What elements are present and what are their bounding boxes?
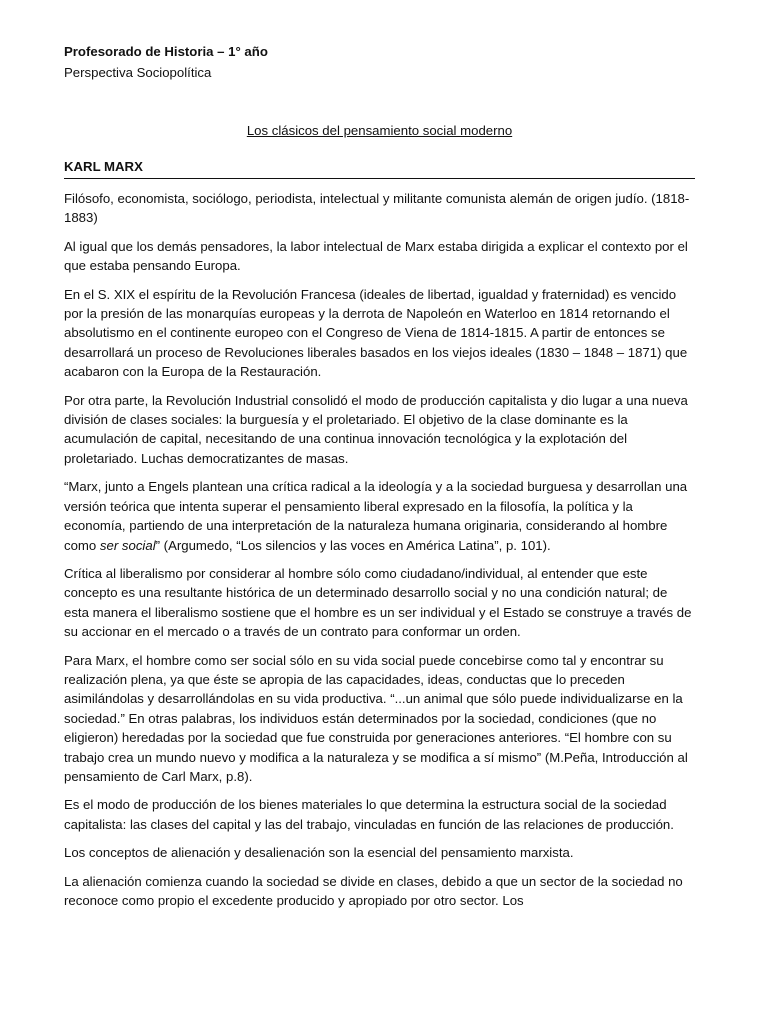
paragraph: Por otra parte, la Revolución Industrial consolidó el modo de producción capitalista y dio lugar a una nueva división de clases sociales: la burguesía y el proletariado. El objetivo de la clase dominante es la acumulación de capital, necesitando de una continua innovación tecnológica y la explotación del proletariado. Luchas democratizantes de masas. bbox=[64, 392, 688, 466]
paragraph: Es el modo de producción de los bienes materiales lo que determina la estructura social de la sociedad capitalista: las clases del capital y las del trabajo, vinculadas en función de las relaciones de producción. bbox=[64, 797, 674, 832]
course-header: Profesorado de Historia – 1° año bbox=[64, 44, 268, 59]
quote-emphasis: ser social bbox=[99, 537, 156, 553]
paragraph: Los conceptos de alienación y desalienación son la esencial del pensamiento marxista. bbox=[64, 845, 574, 861]
quote-paragraph bbox=[64, 477, 695, 555]
paragraph: Para Marx, el hombre como ser social sólo en su vida social puede concebirse como tal y encontrar su realización plena, ya que éste se apropia de las capacidades, ideas, conductas que lo preceden asimilándolas y desarrollándolas en su vida productiva. “...un animal que sólo puede individualizarse en la sociedad.” En otras palabras, los individuos están determinados por la sociedad, condiciones (que no eligieron) heredadas por la sociedad que fue construida por generaciones anteriores. “El hombre con su trabajo crea un mundo nuevo y modifica a la naturaleza y se modifica a sí mismo” (M.Peña, Introducción al pensamiento de Carl Marx, p.8). bbox=[64, 652, 688, 784]
subject-header: Perspectiva Sociopolítica bbox=[64, 65, 212, 80]
body-text bbox=[64, 189, 695, 919]
paragraph: La alienación comienza cuando la sociedad se divide en clases, debido a que un sector de la sociedad no reconoce como propio el excedente producido y apropiado por otro sector. Los bbox=[64, 873, 683, 908]
paragraph: Filósofo, economista, sociólogo, periodista, intelectual y militante comunista alemán de origen judío. (1818-1883) bbox=[64, 191, 690, 226]
document-title: Los clásicos del pensamiento social moderno bbox=[246, 123, 513, 138]
paragraph: Al igual que los demás pensadores, la labor intelectual de Marx estaba dirigida a explicar el contexto por el que estaba pensando Europa. bbox=[64, 238, 688, 274]
quote-citation: ” (Argumedo, “Los silencios y las voces en América Latina”, p. 101). bbox=[155, 537, 551, 553]
section-heading: KARL MARX bbox=[64, 157, 695, 179]
paragraph: Crítica al liberalismo por considerar al hombre sólo como ciudadano/individual, al entender que este concepto es una resultante histórica de un determinado desarrollo social y no una condición natural; de esta manera el liberalismo sostiene que el hombre es un ser individual y el Estado se construye a través de su accionar en el mercado o a través de un contrato para conformar un orden. bbox=[64, 565, 692, 640]
document-page bbox=[64, 41, 695, 908]
paragraph: En el S. XIX el espíritu de la Revolución Francesa (ideales de libertad, igualdad y fraternidad) es vencido por la presión de las monarquías europeas y la derrota de Napoleón en Waterloo en 1814 retornando el absolutismo en el continente europeo con el Congreso de Viena de 1814-1815. A partir de entonces se desarrollará un proceso de Revoluciones liberales basados en los viejos ideales (1830 – 1848 – 1871) que acabaron con la Europa de la Restauración. bbox=[64, 286, 688, 380]
quote-text: “Marx, junto a Engels plantean una crítica radical a la ideología y a la sociedad burguesa y desarrollan una versión teórica que intenta superar el pensamiento liberal expresado en la filosofía, la política y la economía, partiendo de una interpretación de la naturaleza humana originaria, considerando al hombre como bbox=[64, 479, 688, 553]
